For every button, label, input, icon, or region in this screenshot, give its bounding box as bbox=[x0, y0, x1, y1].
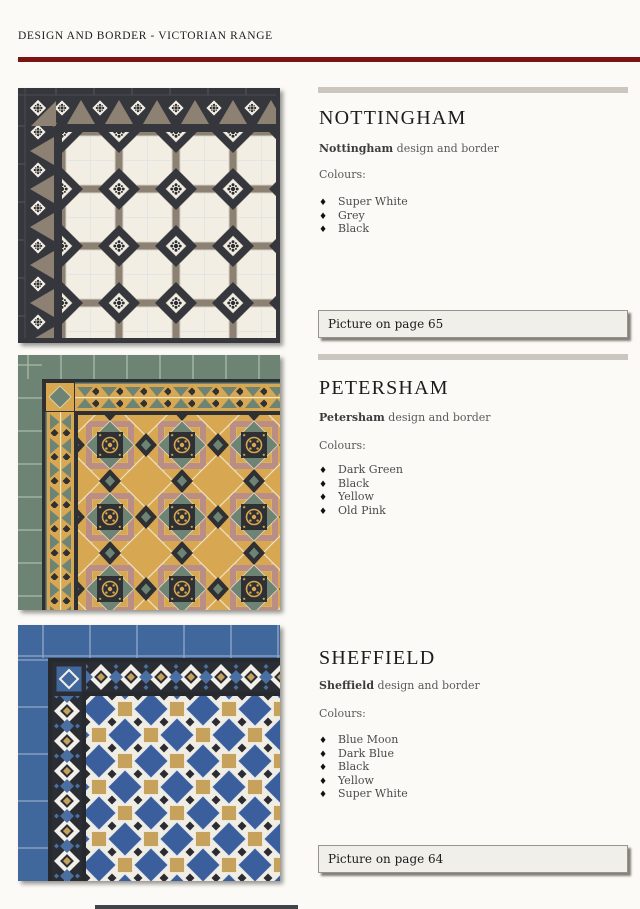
colour-name: Black bbox=[338, 760, 369, 774]
picture-reference-box: Picture on page 64 bbox=[318, 845, 628, 873]
colour-name: Black bbox=[338, 476, 369, 490]
diamond-bullet-icon: ♦ bbox=[319, 776, 328, 787]
picture-reference-box: Picture on page 65 bbox=[318, 310, 628, 338]
colour-name: Old Pink bbox=[338, 503, 386, 517]
colour-name: Super White bbox=[338, 195, 408, 208]
section-blurb bbox=[319, 142, 499, 155]
diamond-bullet-icon: ♦ bbox=[319, 479, 328, 490]
blurb-rest: design and border bbox=[374, 679, 480, 692]
blurb-rest: design and border bbox=[393, 142, 499, 155]
blurb-rest: design and border bbox=[384, 411, 491, 424]
page-title: DESIGN AND BORDER - VICTORIAN RANGE bbox=[18, 30, 273, 42]
colour-name: Grey bbox=[338, 208, 365, 222]
diamond-bullet-icon: ♦ bbox=[319, 211, 328, 222]
design-name: Sheffield bbox=[319, 679, 375, 692]
diamond-bullet-icon: ♦ bbox=[319, 198, 328, 208]
colour-item bbox=[319, 787, 408, 801]
colour-name: Yellow bbox=[338, 490, 374, 504]
section-title-nottingham: NOTTINGHAM bbox=[319, 107, 467, 129]
colour-item bbox=[319, 504, 403, 518]
section-divider bbox=[318, 87, 628, 93]
section-blurb bbox=[319, 411, 491, 424]
colour-list bbox=[319, 195, 408, 236]
next-image-edge bbox=[95, 905, 298, 909]
colour-item bbox=[319, 490, 403, 504]
colour-item bbox=[319, 760, 408, 774]
design-name: Nottingham bbox=[319, 142, 394, 155]
colour-item bbox=[319, 222, 408, 236]
colour-item bbox=[319, 195, 408, 209]
colour-item bbox=[319, 209, 408, 223]
colour-item bbox=[319, 477, 403, 491]
colours-label: Colours: bbox=[319, 439, 366, 452]
colour-name: Super White bbox=[338, 787, 408, 801]
petersham-tile-sample-image bbox=[18, 355, 280, 610]
colour-list bbox=[319, 733, 408, 801]
colour-item bbox=[319, 747, 408, 761]
section-title-petersham: PETERSHAM bbox=[319, 377, 449, 399]
diamond-bullet-icon: ♦ bbox=[319, 790, 328, 801]
colour-list bbox=[319, 463, 403, 517]
colour-item bbox=[319, 463, 403, 477]
nottingham-tile-sample-image bbox=[18, 88, 280, 343]
colour-item bbox=[319, 733, 408, 747]
text-column bbox=[318, 0, 628, 909]
diamond-bullet-icon: ♦ bbox=[319, 763, 328, 774]
colours-label: Colours: bbox=[319, 707, 366, 720]
section-title-sheffield: SHEFFIELD bbox=[319, 647, 436, 669]
section-blurb bbox=[319, 679, 480, 692]
diamond-bullet-icon: ♦ bbox=[319, 493, 328, 504]
colour-name: Blue Moon bbox=[338, 733, 399, 746]
diamond-bullet-icon: ♦ bbox=[319, 225, 328, 236]
section-divider bbox=[318, 354, 628, 360]
diamond-bullet-icon: ♦ bbox=[319, 466, 328, 476]
diamond-bullet-icon: ♦ bbox=[319, 506, 328, 517]
colour-item bbox=[319, 774, 408, 788]
colour-name: Dark Blue bbox=[338, 746, 394, 760]
diamond-bullet-icon: ♦ bbox=[319, 736, 328, 746]
sheffield-tile-sample-image bbox=[18, 625, 280, 881]
colour-name: Black bbox=[338, 222, 369, 236]
design-name: Petersham bbox=[319, 411, 385, 424]
diamond-bullet-icon: ♦ bbox=[319, 749, 328, 760]
colour-name: Dark Green bbox=[338, 463, 403, 476]
colours-label: Colours: bbox=[319, 168, 366, 181]
colour-name: Yellow bbox=[338, 773, 374, 787]
